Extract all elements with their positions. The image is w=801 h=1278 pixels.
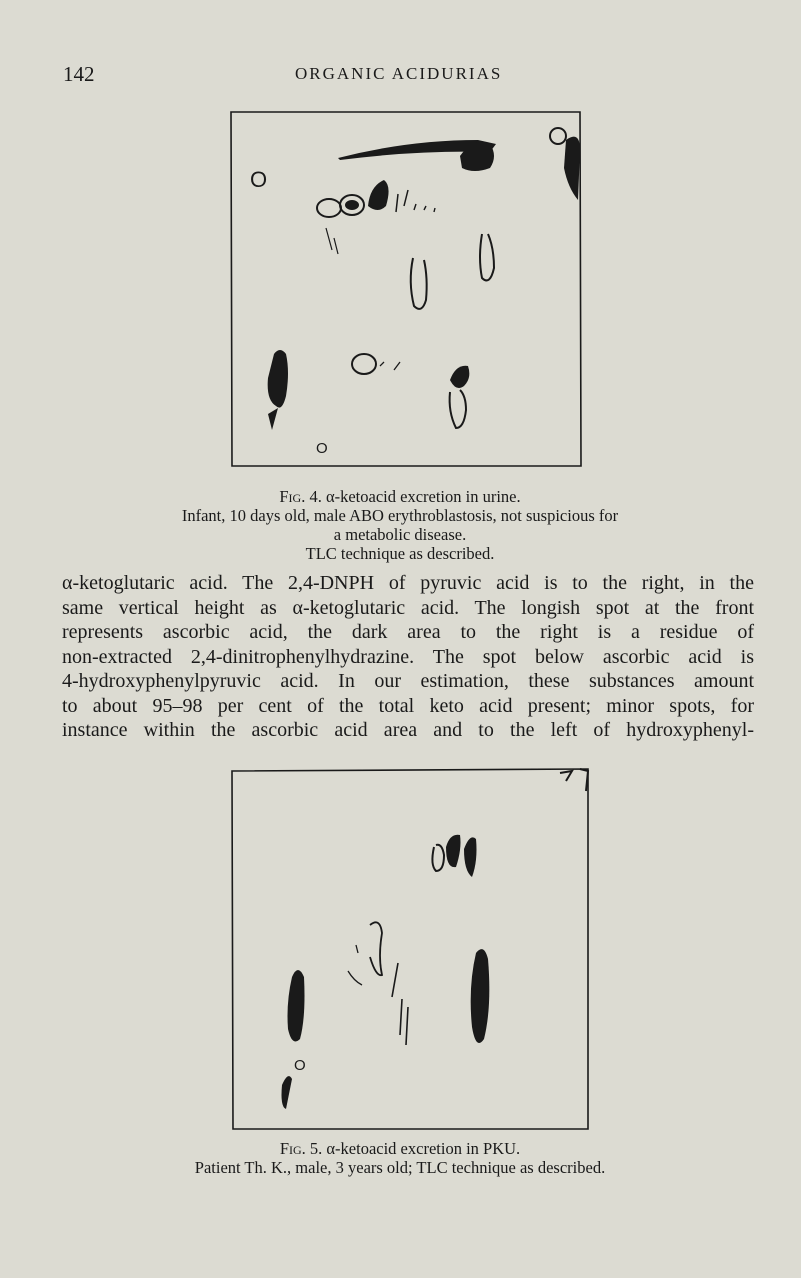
figure-4-caption [60,487,740,563]
spot-lower-right-dark [450,366,469,388]
spot-ringed-core [345,200,359,210]
plate-border [232,769,588,1129]
figure-5-caption [60,1139,740,1177]
figure-4-caption-line-3: a metabolic disease. [333,525,467,544]
figure-4-title: α-ketoacid excretion in urine. [325,487,521,506]
body-line: to about 95–98 per cent of the total keto acid present; minor spots, for [62,694,754,717]
figure-4-label: Fig. 4. [279,487,322,506]
figure-5-tlc-plate [230,767,594,1133]
plate-border [231,112,581,466]
top-spot-open [432,845,444,871]
top-spot-dark-2 [464,837,477,877]
running-head: ORGANIC ACIDURIAS [295,64,503,83]
page-number: 142 [63,62,95,86]
left-dark-spot [288,970,305,1041]
pyruvate-spot [368,180,389,210]
figure-5-caption-line-2: Patient Th. K., male, 3 years old; TLC technique as described. [194,1158,606,1177]
faint-streak-1 [396,190,408,212]
middle-streaks [392,963,408,1045]
body-line: α-ketoglutaric acid. The 2,4-DNPH of pyruvic acid is to the right, in the [62,572,754,594]
hydroxyphenylpyruvate-spot [268,350,288,408]
origin-tail [282,1076,293,1109]
spot-open-lower [352,354,376,374]
figure-4-caption-line-4: TLC technique as described. [305,544,495,563]
right-dark-spot [471,949,490,1043]
origin-marker-top: O [250,167,268,192]
origin-marker-bottom: O [316,440,328,457]
origin-tail [268,408,278,430]
faint-lower [380,362,400,370]
body-line: non-extracted 2,4-dinitrophenylhydrazine. The spot below ascorbic acid is [62,645,754,668]
body-paragraph [62,571,754,743]
figure-5-drawing [230,767,594,1133]
spot-lower-right-open [450,390,466,428]
figure-4-caption-line-2: Infant, 10 days old, male ABO erythroblastosis, not suspicious for [181,506,619,525]
faint-streak-2 [326,228,338,254]
figure-5-title: α-ketoacid excretion in PKU. [326,1139,521,1158]
faint-dots [414,204,435,212]
figure-5-label: Fig. 5. [279,1139,323,1158]
middle-spot-open [370,922,382,975]
front-edge-spot [564,137,580,200]
keto-spot-middle [411,258,427,309]
figure-4-drawing [228,110,584,470]
body-line: same vertical height as α-ketoglutaric acid. The longish spot at the front [62,596,754,619]
top-spot-dark [446,835,461,867]
front-edge-mark [560,769,588,791]
middle-faint [348,945,362,985]
spot-open-1 [317,199,341,217]
figure-4-tlc-plate [228,110,584,470]
body-line: instance within the ascorbic acid area and to the left of hydroxyphenyl- [62,719,754,741]
keto-spot-right [480,234,494,280]
body-line: 4-hydroxyphenylpyruvic acid. In our estimation, these substances amount [62,670,754,692]
body-line: represents ascorbic acid, the dark area to the right is a residue of [62,621,754,643]
origin-marker: O [294,1057,306,1074]
front-small-circle [550,128,566,144]
